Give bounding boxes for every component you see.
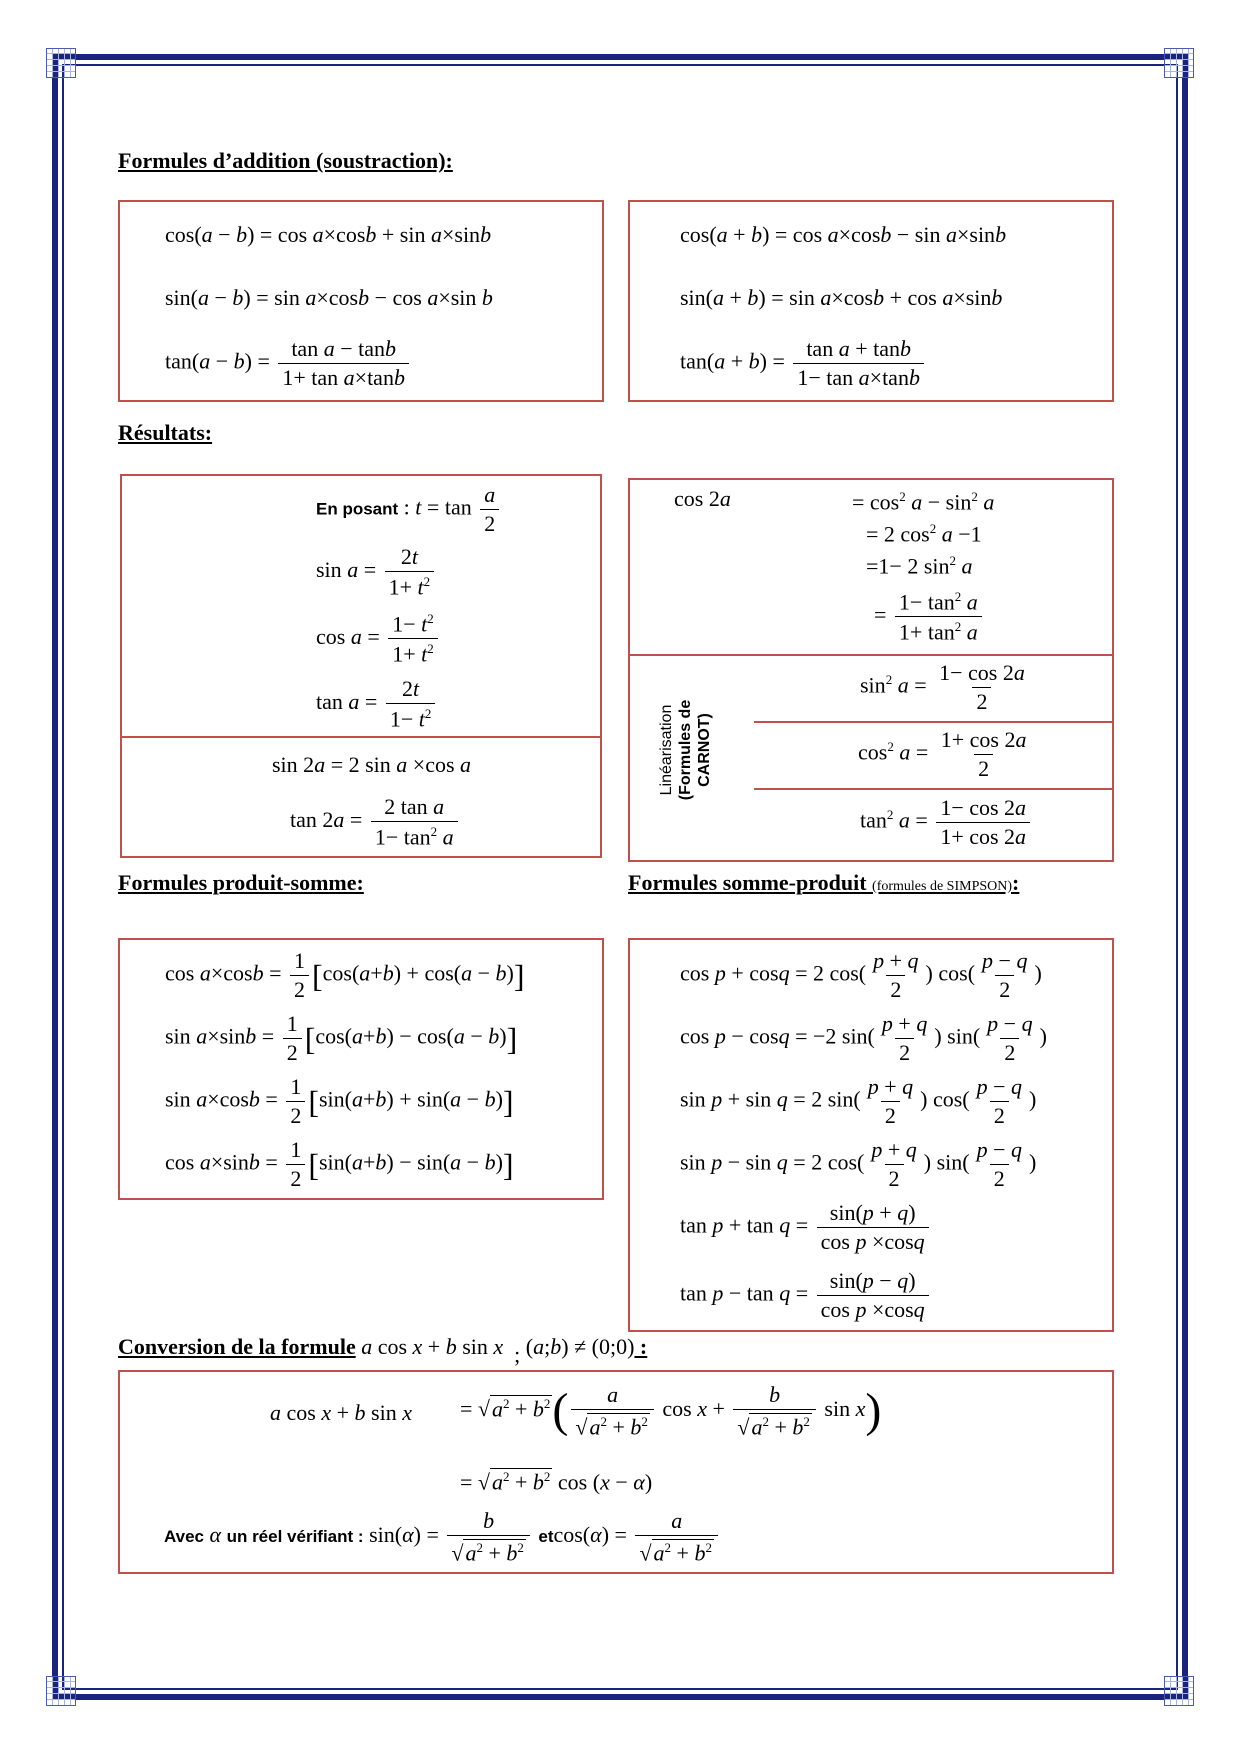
formula-sin-a-t: sin a = $\frac{2t}{1+ t^2}$	[316, 546, 437, 598]
heading-sum-product-text: Formules somme-produit	[628, 870, 867, 895]
label-linearisation: Linéarisation	[658, 704, 675, 796]
label-linearisation-carnot	[657, 675, 717, 825]
frame-corner	[46, 1676, 76, 1706]
formula-cos-p-plus-cos-q: cos p + cosq = 2 cos( $\frac{p + q}{2}$ ) cos( $\frac{p - q}{2}$ )	[680, 948, 1042, 1002]
formula-cos-a-t: cos a = $\frac{1- t^2}{1+ t^2}$	[316, 612, 441, 666]
formula-cos-2a-v2: = 2 $\cos^2 a -1$	[866, 521, 982, 547]
formula-alpha-definition: Avec α un réel vérifiant : sin(α) = $\frac{b}{√a^2 + b^2}$ etcos(α) = $\frac{a}{√a^2 + b^2}$	[164, 1510, 721, 1564]
formula-sin-sin: sin a×sinb = $\frac{1}{2}$ [cos(a+b) − cos(a − b)]	[165, 1011, 518, 1065]
formula-cos-sin: cos a×sinb = $\frac{1}{2}$ [sin(a+b) − sin(a − b)]	[165, 1137, 514, 1191]
box-divider	[754, 721, 1114, 723]
formula-cos-p-minus-cos-q: cos p − cosq = −2 sin( $\frac{p + q}{2}$ ) sin( $\frac{p - q}{2}$ )	[680, 1011, 1047, 1065]
frame-corner	[1164, 48, 1194, 78]
formula-tan-2a: tan 2a = $\frac{\text{2 tan a}}{1- \tan^2 a}$	[290, 796, 461, 848]
formula-conversion-step2: = $√a^2 + b^2$ cos (x − α)	[460, 1469, 653, 1495]
formula-cos-cos: cos a×cosb = $\frac{1}{2}$ [cos(a+b) + cos(a − b)]	[165, 948, 525, 1002]
heading-product-sum: Formules produit-somme:	[118, 870, 364, 895]
box-divider	[628, 654, 1114, 656]
label-avec: Avec	[164, 1527, 205, 1547]
formula-cos-2a-v1: = $\cos^2 a - \sin^2 a$	[852, 489, 995, 515]
formula-tan2-a: $\tan^2 a$ = $\frac{1- \cos 2a}{1+ \cos 2a}$	[860, 797, 1033, 848]
box-divider	[754, 788, 1114, 790]
formula-tan-a-minus-b: tan(a − b) = $\frac{\text{tan a − tanb}}{\text{1+ tan a×tanb}}$	[165, 338, 412, 389]
formula-conversion-step1: = $√a^2 + b^2$( $\frac{a}{√a^2 + b^2}$ cos x + $\frac{b}{√a^2 + b^2}$ sin x)	[460, 1382, 882, 1440]
heading-results: Résultats:	[118, 420, 213, 445]
formula-tan-a-plus-b: tan(a + b) = $\frac{\text{tan a + tanb}}{\text{1− tan a×tanb}}$	[680, 338, 927, 389]
formula-cos-a-minus-b: cos(a − b) = cos a×cosb + sin a×sinb	[165, 222, 492, 247]
label-formules-de: (Formules de	[677, 699, 694, 801]
formula-tan-p-minus-tan-q: tan p − tan q = $\frac{\sin(p - q)}{\text{cos p ×cosq}}$	[680, 1270, 932, 1321]
label-un-reel: un réel vérifiant :	[226, 1527, 364, 1547]
formula-sin-a-minus-b: sin(a − b) = sin a×cosb − cos a×sin b	[165, 285, 493, 310]
frame-corner	[46, 48, 76, 78]
formula-sin-cos: sin a×cosb = $\frac{1}{2}$ [sin(a+b) + sin(a − b)]	[165, 1074, 514, 1128]
formula-sin-p-minus-sin-q: sin p − sin q = 2 cos( $\frac{p + q}{2}$ ) sin( $\frac{p - q}{2}$ )	[680, 1137, 1037, 1191]
formula-sin-a-plus-b: sin(a + b) = sin a×cosb + cos a×sinb	[680, 285, 1003, 310]
label-en-posant: En posant	[316, 499, 399, 519]
formula-sin-2a: sin 2a = 2 sin a ×cos a	[272, 752, 472, 777]
formula-cos-a-plus-b: cos(a + b) = cos a×cosb − sin a×sinb	[680, 222, 1007, 247]
heading-colon: :	[1012, 870, 1020, 895]
formula-substitution: En posant : t = tan $\frac{a}{2}$	[316, 484, 502, 535]
heading-addition: Formules d’addition (soustraction):	[118, 148, 453, 173]
heading-conversion-row: Conversion de la formule a cos x + b sin x ; (a;b) ≠ (0;0) :	[118, 1334, 648, 1367]
frame-corner	[1164, 1676, 1194, 1706]
heading-conversion: Conversion de la formule	[118, 1334, 356, 1359]
formula-cos-2a-v3: =1− 2 $\sin^2 a$	[866, 553, 973, 579]
heading-sum-product-note: (formules de SIMPSON)	[872, 879, 1013, 894]
formula-cos2-a: $\cos^2 a$ = $\frac{1+ \cos 2a}{2}$	[858, 727, 1027, 781]
label-carnot: CARNOT)	[696, 713, 713, 787]
formula-tan-p-plus-tan-q: tan p + tan q = $\frac{\sin(p + q)}{\text{cos p ×cosq}}$	[680, 1202, 932, 1253]
formula-conversion-lhs: a cos x + b sin x	[270, 1400, 412, 1425]
formula-sin2-a: $\sin^2 a$ = $\frac{1- \cos 2a}{2}$	[860, 660, 1025, 714]
formula-sin-p-plus-sin-q: sin p + sin q = 2 sin( $\frac{p + q}{2}$ ) cos( $\frac{p - q}{2}$ )	[680, 1074, 1037, 1128]
formula-cos-2a-label: cos 2a	[674, 486, 731, 511]
label-et: et	[538, 1527, 554, 1547]
formula-tan-a-t: tan a = $\frac{2t}{1- t^2}$	[316, 678, 438, 730]
formula-cos-2a-v4: = $\frac{1- \tan^2 a}{1+ \tan^2 a}$	[874, 590, 985, 644]
heading-sum-product	[628, 870, 1019, 896]
box-divider	[120, 736, 602, 738]
